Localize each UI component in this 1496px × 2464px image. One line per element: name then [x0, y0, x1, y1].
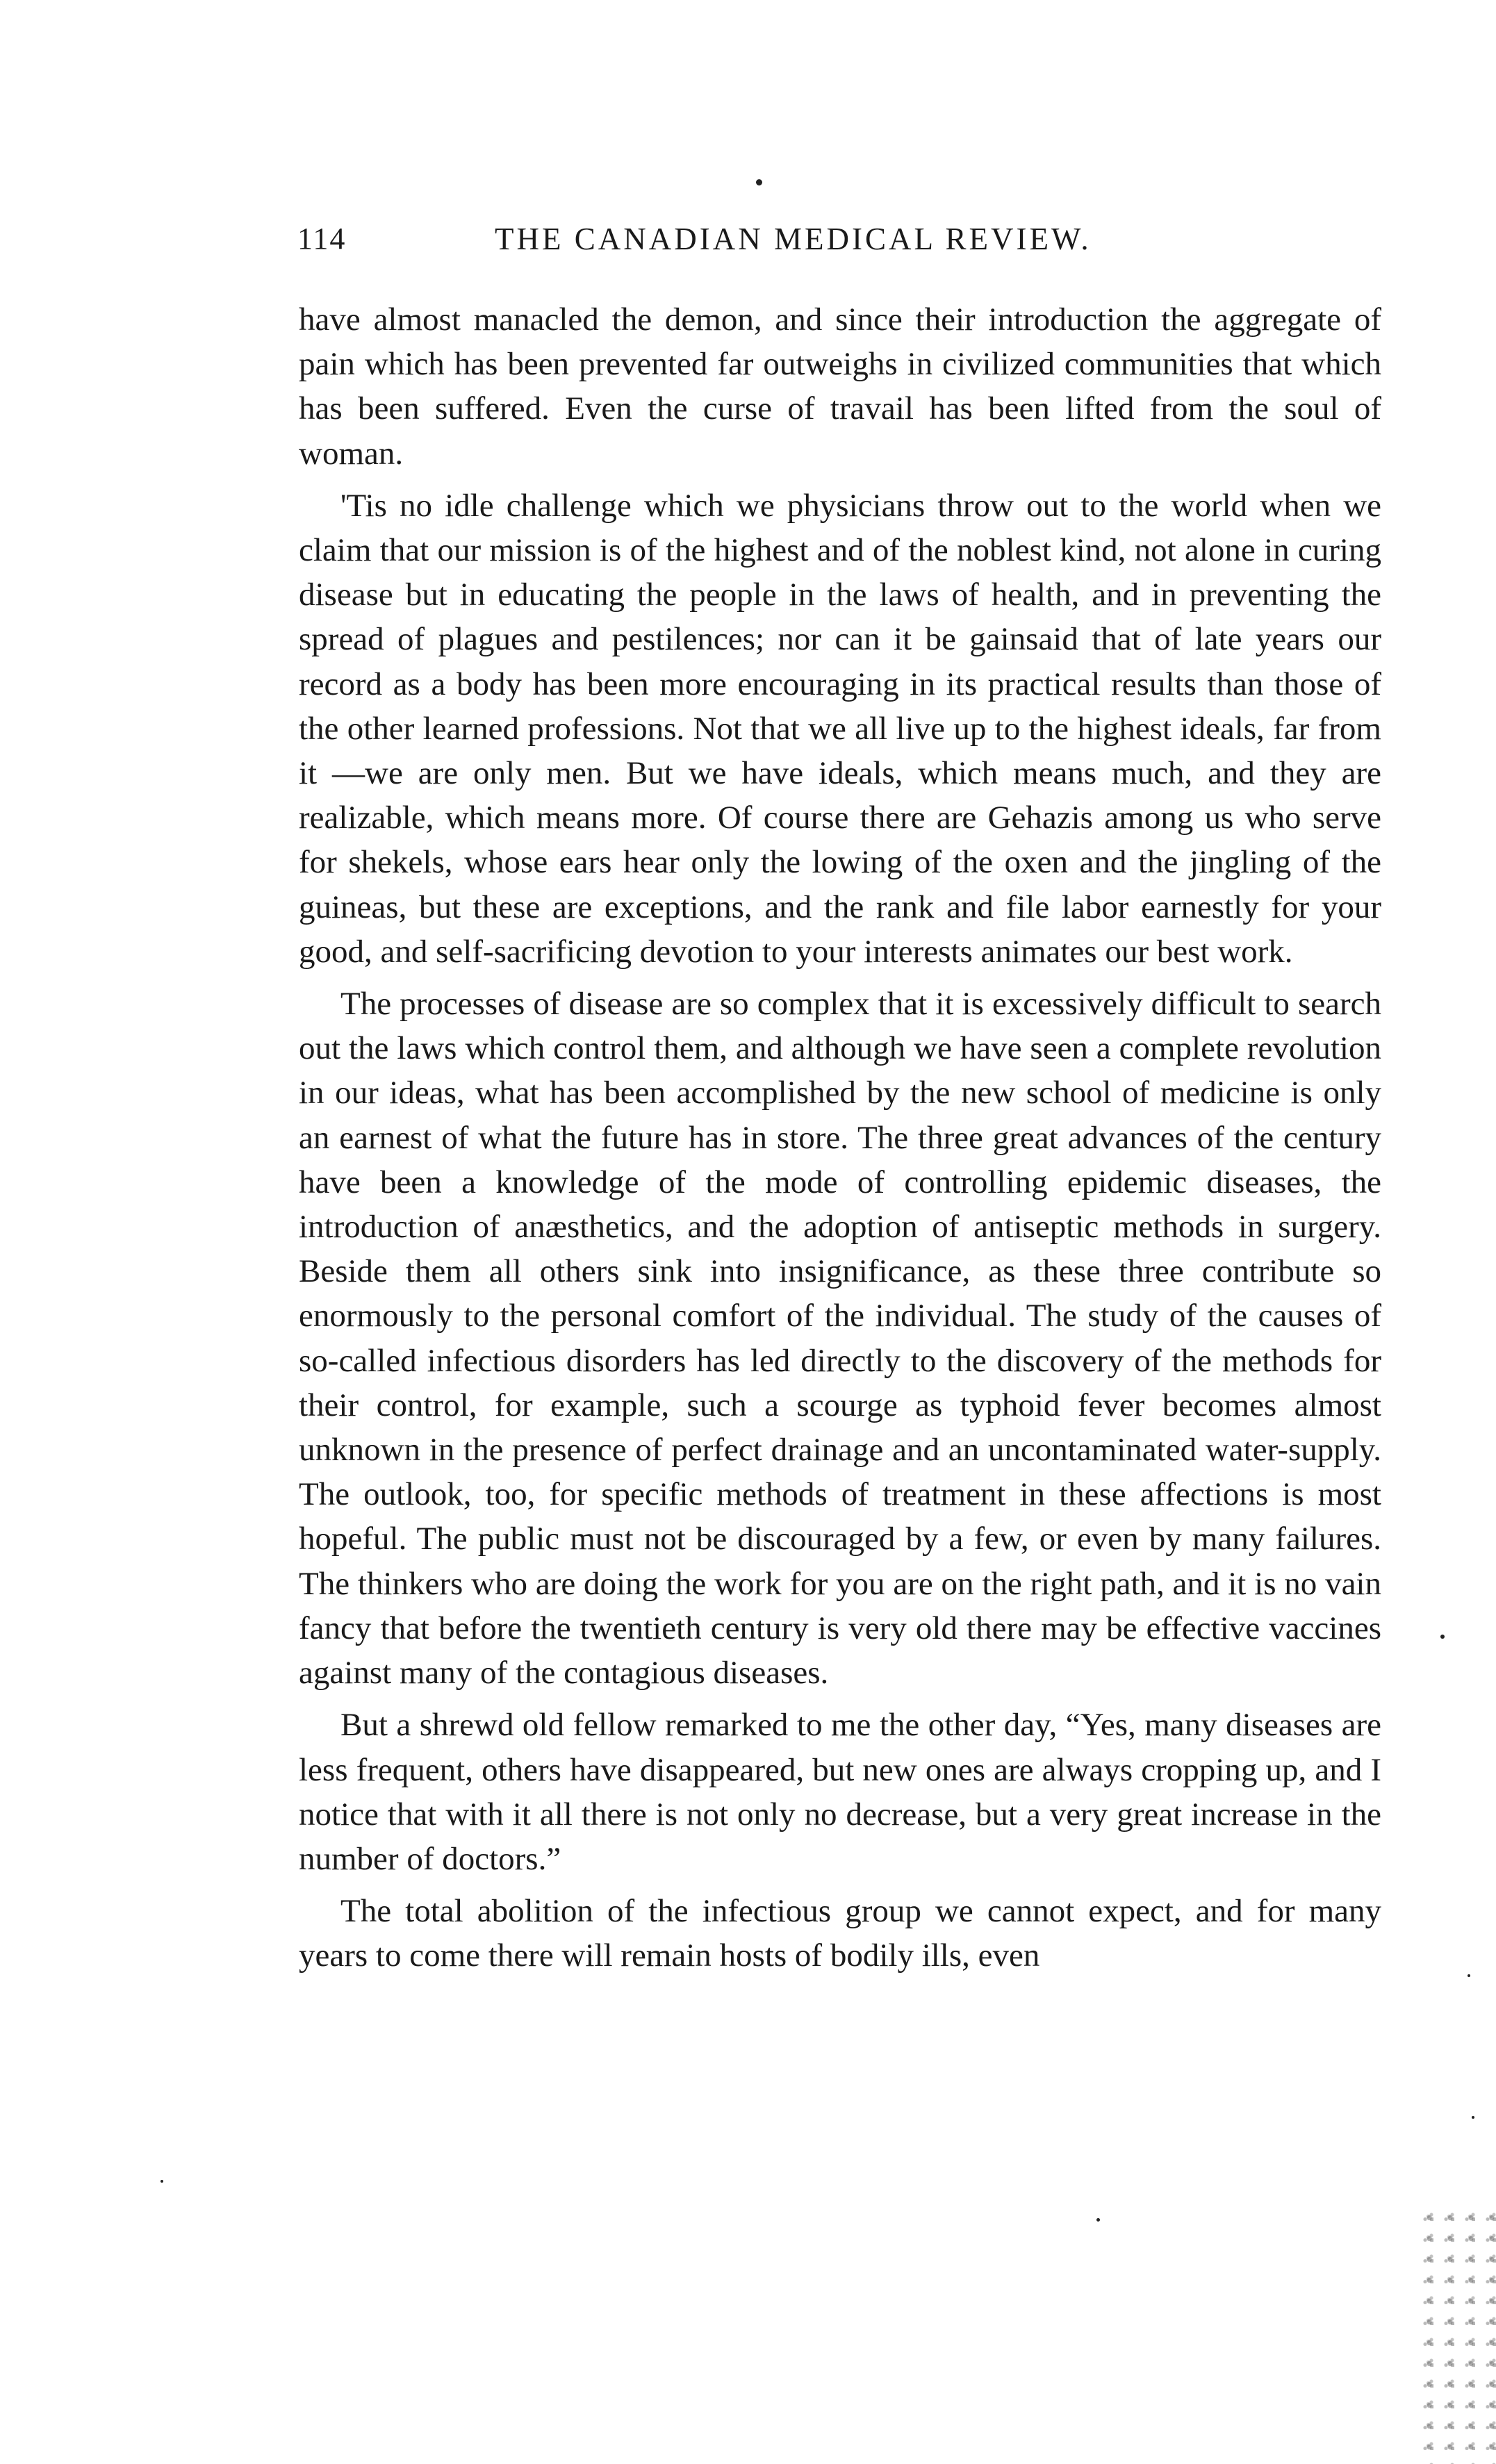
page-number: 114 — [297, 222, 347, 256]
paragraph-continuation: have almost manacled the demon, and since their introduction the aggregate of pain which has been prevented far outweighs in civilized communities that which has been suffered. Even the curse of travail has been lifted from the soul of woman. — [299, 301, 1381, 472]
ink-speck — [1440, 1635, 1445, 1639]
ink-speck — [1468, 1974, 1470, 1977]
ink-speck — [1096, 2218, 1100, 2222]
scan-edge-noise — [1413, 2200, 1496, 2464]
paragraph: 'Tis no idle challenge which we physicians throw out to the world when we claim that our mission is of the highest and of the noblest kind, not alone in curing disease but in educating the people in the laws of health, and in preventing the spread of plagues and pestilences; nor can it be gainsaid that of late years our record as a body has been more encouraging in its practical results than those of the other learned professions. Not that we all live up to the highest ideals, far from it —we are only men. But we have ideals, which means much, and they are realizable, which means more. Of course there are Gehazis among us who serve for shekels, whose ears hear only the lowing of the oxen and the jingling of the guineas, but these are exceptions, and the rank and file labor earnestly for your good, and self-sacrificing devotion to your interests animates our best work. — [299, 487, 1381, 970]
body-text — [299, 297, 1381, 1986]
paragraph: The total abolition of the infectious group we cannot expect, and for many years to come there will remain hosts of bodily ills, even — [299, 1893, 1381, 1974]
ink-speck — [161, 2180, 163, 2183]
running-head: THE CANADIAN MEDICAL REVIEW. — [495, 222, 1092, 256]
ink-speck — [1472, 2116, 1474, 2119]
paragraph: But a shrewd old fellow remarked to me the other day, “Yes, many diseases are less frequent, others have disappeared, but new ones are always cropping up, and I notice that with it all there is not only no decrease, but a very great increase in the number of doctors.” — [299, 1707, 1381, 1877]
page-header — [297, 221, 1381, 270]
paragraph: The processes of disease are so complex that it is excessively difficult to search out the laws which control them, and although we have seen a complete revolution in our ideas, what has been accomplished by the new school of medicine is only an earnest of what the future has in store. The three great advances of the century have been a knowledge of the mode of controlling epidemic diseases, the introduction of anæsthetics, and the adoption of antiseptic methods in surgery. Beside them all others sink into insignificance, as these three contribute so enormously to the personal comfort of the individual. The study of the causes of so-called infectious disorders has led directly to the discovery of the methods for their control, for example, such a scourge as typhoid fever becomes almost unknown in the presence of perfect drainage and an uncontaminated water-supply. The outlook, too, for specific methods of treatment in these affections is most hopeful. The public must not be discouraged by a few, or even by many failures. The thinkers who are doing the work for you are on the right path, and it is no vain fancy that before the twentieth century is very old there may be effective vaccines against many of the contagious diseases. — [299, 986, 1381, 1692]
ink-speck — [756, 179, 762, 185]
